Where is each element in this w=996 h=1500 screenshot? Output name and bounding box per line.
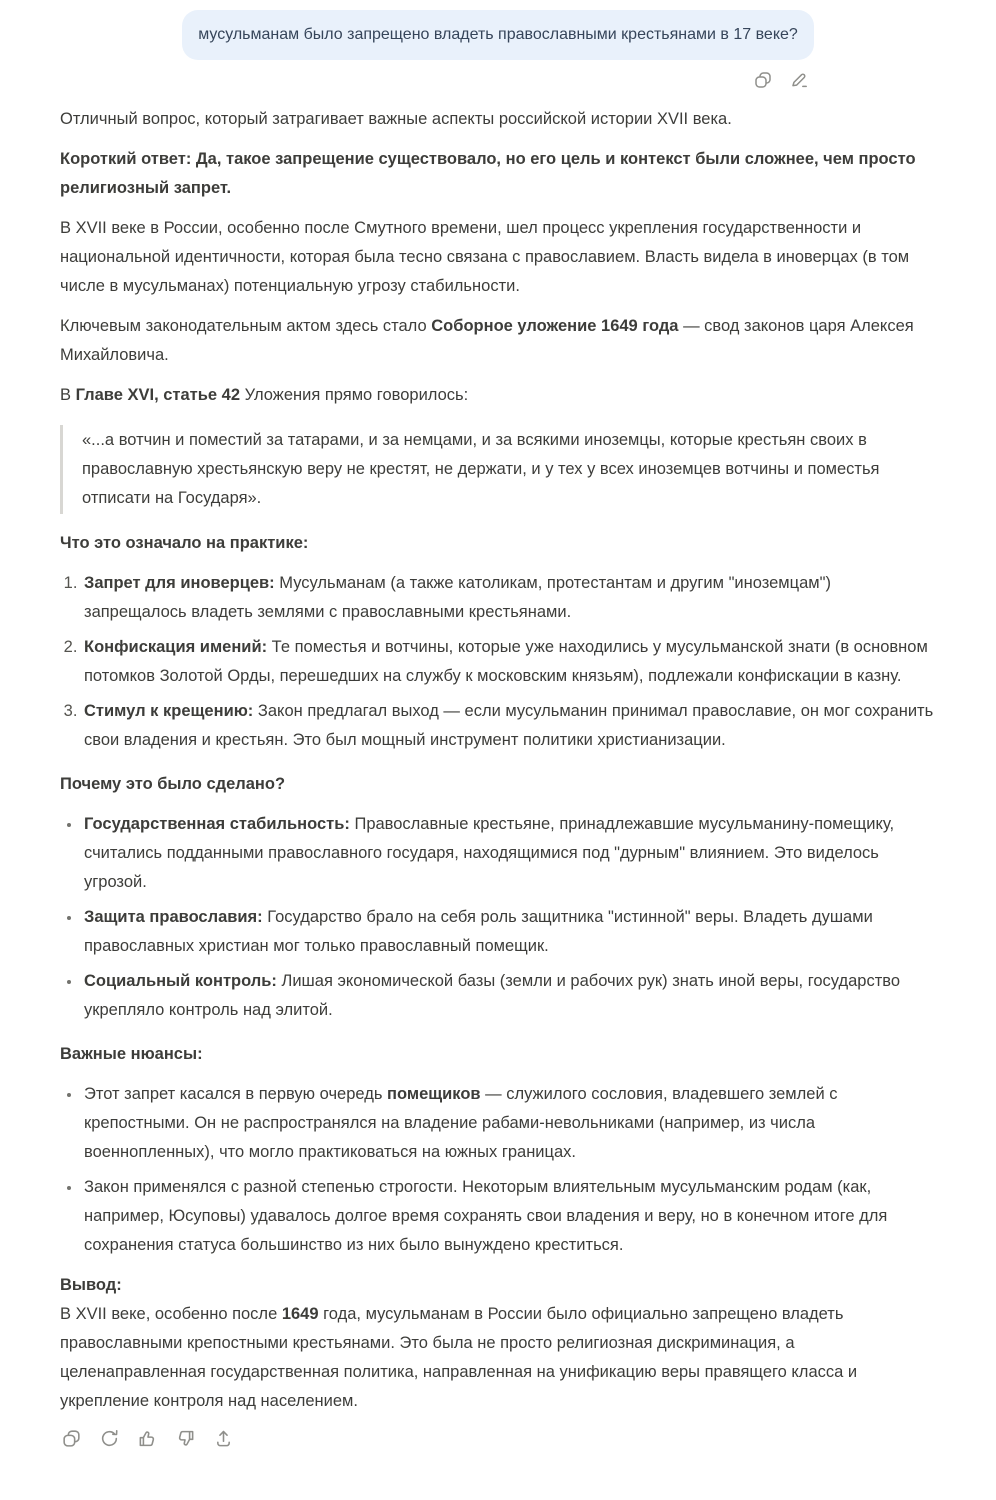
- text-run: «...а вотчин и поместий за татарами, и за немцами, и за всякими иноземцы, которые крестьян своих в православную хрестьянскую веру не крестят, не держати, и у тех у всех иноземцев вотчины и поместья отписати на Государя».: [82, 431, 880, 507]
- text-run: Отличный вопрос, который затрагивает важные аспекты российской истории XVII века.: [60, 110, 732, 128]
- thumbs-up-button[interactable]: [136, 1427, 159, 1450]
- edit-user-message-button[interactable]: [788, 69, 810, 91]
- numbered-list: [60, 569, 936, 755]
- section-heading: Важные нюансы:: [60, 1045, 203, 1063]
- copy-icon: [61, 1428, 82, 1449]
- thumbs-down-button[interactable]: [174, 1427, 197, 1450]
- list-item: [82, 810, 936, 897]
- section-heading: Вывод:: [60, 1276, 122, 1294]
- paragraph: [60, 214, 936, 301]
- text-run: Лишая экономической базы (земли и рабочих рук) знать иной веры, государство укрепляло контроль над элитой.: [84, 972, 901, 1019]
- text-run: Православные крестьяне, принадлежавшие мусульманину-помещику, считались подданными православного государя, находящимися под "дурным" влиянием. Это виделось угрозой.: [84, 815, 895, 891]
- list-item: [82, 1080, 936, 1167]
- pencil-icon: [789, 70, 809, 90]
- text-run: Закон применялся с разной степенью строгости. Некоторым влиятельным мусульманским родам (как, например, Юсуповы) удавалось долгое время сохранять свои владения и веру, но в конечном итоге для сохранения статуса большинство из них было вынуждено креститься.: [84, 1178, 888, 1254]
- retry-icon: [99, 1428, 120, 1449]
- copy-user-message-button[interactable]: [752, 69, 774, 91]
- share-icon: [213, 1428, 234, 1449]
- list-item: [82, 1173, 936, 1260]
- bold-text-run: Стимул к крещению:: [84, 702, 254, 720]
- user-message-actions: [752, 69, 810, 91]
- text-run: Закон предлагал выход — если мусульманин принимал православие, он мог сохранить свои владения и крестьян. Это был мощный инструмент политики христианизации.: [84, 702, 934, 749]
- bold-text-run: Запрет для иноверцев:: [84, 574, 275, 592]
- bold-text-run: помещиков: [387, 1085, 481, 1103]
- user-message-text: мусульманам было запрещено владеть православными крестьянами в 17 веке?: [198, 26, 798, 43]
- bold-text-run: Соборное уложение 1649 года: [431, 317, 679, 335]
- assistant-response: [60, 105, 936, 1416]
- text-run: — свод законов царя Алексея Михайловича.: [60, 317, 914, 364]
- paragraph: [60, 105, 936, 134]
- paragraph: [60, 1300, 936, 1416]
- text-run: В: [60, 386, 76, 404]
- bold-text-run: Социальный контроль:: [84, 972, 277, 990]
- text-run: Уложения прямо говорилось:: [240, 386, 469, 404]
- list-item: [82, 697, 936, 755]
- user-message-bubble: [182, 10, 814, 60]
- text-run: Этот запрет касался в первую очередь: [84, 1085, 388, 1103]
- bold-text-run: Защита православия:: [84, 908, 263, 926]
- paragraph: [60, 145, 936, 203]
- paragraph: [60, 381, 936, 410]
- copy-response-button[interactable]: [60, 1427, 83, 1450]
- text-run: Мусульманам (а также католикам, протестантам и другим "иноземцам") запрещалось владеть землями с православными крестьянами.: [84, 574, 831, 621]
- user-message-group: [182, 10, 814, 91]
- thumbs-up-icon: [137, 1428, 158, 1449]
- response-actions: [60, 1427, 936, 1460]
- section-heading: Что это означало на практике:: [60, 534, 309, 552]
- text-run: — служилого сословия, владевшего землей с крепостными. Он не распространялся на владение рабами-невольниками (например, из числа военнопленных), что могло практиковаться на южных границах.: [84, 1085, 838, 1161]
- bold-text-run: Государственная стабильность:: [84, 815, 350, 833]
- quote-block: [60, 425, 936, 514]
- text-run: Ключевым законодательным актом здесь стало: [60, 317, 432, 335]
- retry-button[interactable]: [98, 1427, 121, 1450]
- list-item: [82, 903, 936, 961]
- text-run: В XVII веке в России, особенно после Смутного времени, шел процесс укрепления государственности и национальной идентичности, которая была тесно связана с православием. Власть видела в иноверцах (в том числе в мусульманах) потенциальную угрозу стабильности.: [60, 219, 910, 295]
- bold-text-run: Главе XVI, статье 42: [75, 386, 241, 404]
- thumbs-down-icon: [175, 1428, 196, 1449]
- text-run: года, мусульманам в России было официально запрещено владеть православными крепостными крестьянами. Это была не просто религиозная дискриминация, а целенаправленная государственная политика, направленная на унификацию веры правящего класса и укрепление контроля над населением.: [60, 1305, 858, 1410]
- copy-icon: [753, 70, 773, 90]
- text-run: Те поместья и вотчины, которые уже находились у мусульманской знати (в основном потомков Золотой Орды, перешедших на службу к московским князьям), подлежали конфискации в казну.: [84, 638, 928, 685]
- user-message-row: [60, 0, 936, 91]
- bullet-list: [60, 1080, 936, 1260]
- paragraph: [60, 312, 936, 370]
- bold-text-run: Короткий ответ: Да, такое запрещение существовало, но его цель и контекст были сложнее, чем просто религиозный запрет.: [60, 150, 916, 197]
- list-item: [82, 967, 936, 1025]
- list-item: [82, 569, 936, 627]
- bold-text-run: 1649: [281, 1305, 319, 1323]
- text-run: Государство брало на себя роль защитника "истинной" веры. Владеть душами православных христиан мог только православный помещик.: [84, 908, 873, 955]
- text-run: В XVII веке, особенно после: [60, 1305, 282, 1323]
- section-heading: Почему это было сделано?: [60, 775, 286, 793]
- list-item: [82, 633, 936, 691]
- share-button[interactable]: [212, 1427, 235, 1450]
- bullet-list: [60, 810, 936, 1025]
- bold-text-run: Конфискация имений:: [84, 638, 268, 656]
